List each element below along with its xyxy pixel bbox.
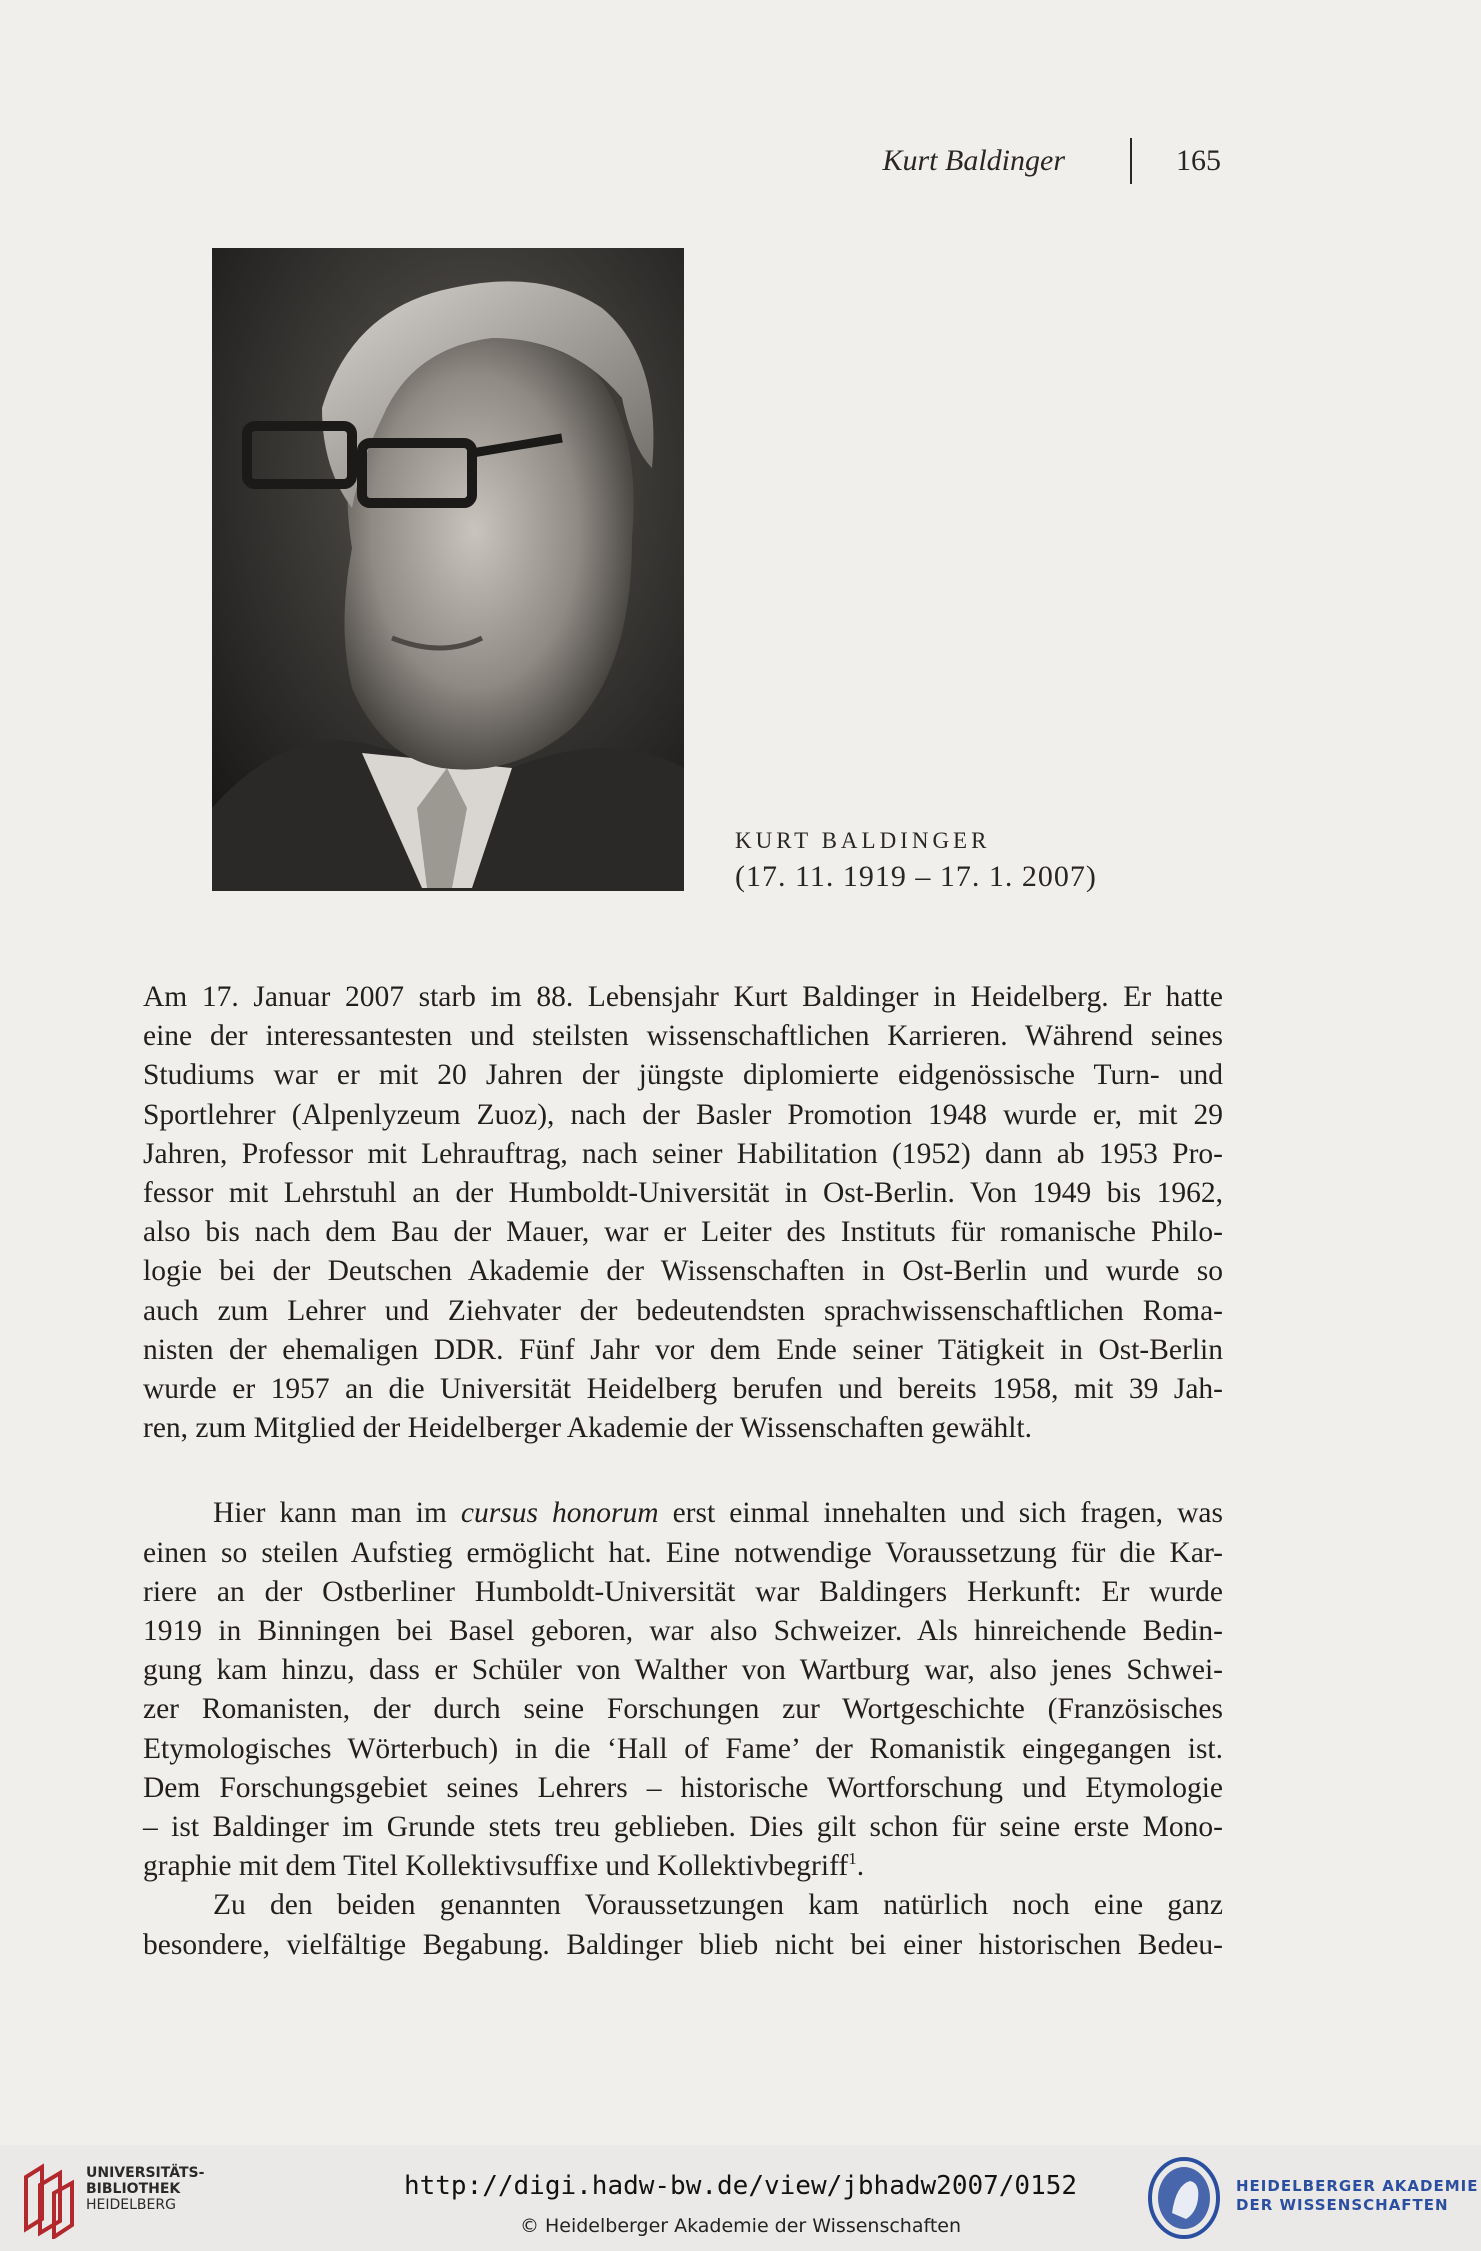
paragraph-gap <box>143 1448 1223 1494</box>
text-run: graphie mit dem Titel Kollektivsuffixe und Kollektivbegriff <box>143 1850 849 1883</box>
text-line: einen so steilen Aufstieg ermöglicht hat. Eine notwendige Voraussetzung für die Kar- <box>143 1536 1223 1569</box>
caption-name: KURT BALDINGER <box>735 828 991 853</box>
text-line: nisten der ehemaligen DDR. Fünf Jahr vor dem Ende seiner Tätigkeit in Ost-Berlin <box>143 1333 1223 1366</box>
library-line: HEIDELBERG <box>86 2197 176 2213</box>
library-line: BIBLIOTHEK <box>86 2181 181 2197</box>
text-line: zer Romanisten, der durch seine Forschungen zur Wortgeschichte (Französisches <box>143 1693 1223 1726</box>
text-run: Hier kann man im <box>213 1497 461 1530</box>
article-body <box>143 978 1223 1965</box>
text-line: besondere, vielfältige Begabung. Baldinger blieb nicht bei einer historischen Bedeu- <box>143 1928 1223 1961</box>
copyright-notice: © Heidelberger Akademie der Wissenschaften <box>519 2215 962 2237</box>
academy-line: DER WISSENSCHAFTEN <box>1236 2196 1449 2214</box>
text-line: eine der interessantesten und steilsten wissenschaftlichen Karrieren. Während seines <box>143 1020 1223 1053</box>
text-line: Etymologisches Wörterbuch) in die ‘Hall of Fame’ der Romanistik eingegangen ist. <box>143 1732 1223 1765</box>
text-line: Am 17. Januar 2007 starb im 88. Lebensjahr Kurt Baldinger in Heidelberg. Er hatte <box>143 981 1223 1013</box>
caption-dates: (17. 11. 1919 – 17. 1. 2007) <box>735 860 1097 893</box>
portrait-illustration <box>212 248 684 891</box>
text-line: Sportlehrer (Alpenlyzeum Zuoz), nach der Basler Promotion 1948 wurde er, mit 29 <box>143 1098 1223 1131</box>
italic-term: cursus honorum <box>460 1497 659 1530</box>
academy-seal-icon <box>1146 2155 1222 2241</box>
text-line: 1919 in Binningen bei Basel geboren, war also Schweizer. Als hinreichende Bedin- <box>143 1615 1223 1648</box>
text-line: Dem Forschungsgebiet seines Lehrers – historische Wortforschung und Etymologie <box>143 1771 1223 1804</box>
page-number: 165 <box>1176 144 1221 177</box>
text-line: ren, zum Mitglied der Heidelberger Akademie der Wissenschaften gewählt. <box>143 1412 1032 1445</box>
text-line: also bis nach dem Bau der Mauer, war er Leiter des Instituts für romanische Philo- <box>143 1216 1223 1249</box>
source-url-link[interactable]: http://digi.hadw-bw.de/view/jbhadw2007/0152 <box>403 2171 1078 2201</box>
text-line: – ist Baldinger im Grunde stets treu geblieben. Dies gilt schon für seine erste Mono- <box>143 1811 1223 1844</box>
text-line: riere an der Ostberliner Humboldt-Universität war Baldingers Herkunft: Er wurde <box>143 1575 1223 1608</box>
running-head-author: Kurt Baldinger <box>882 144 1065 177</box>
text-line: Zu den beiden genannten Voraussetzungen kam natürlich noch eine ganz <box>213 1889 1223 1922</box>
text-line: auch zum Lehrer und Ziehvater der bedeutendsten sprachwissenschaftlichen Roma- <box>143 1294 1223 1327</box>
viewer-footer <box>0 2145 1481 2251</box>
academy-line: HEIDELBERGER AKADEMIE <box>1236 2177 1479 2195</box>
library-line: UNIVERSITÄTS- <box>86 2165 205 2181</box>
text-line: wurde er 1957 an die Universität Heidelberg berufen und bereits 1958, mit 39 Jah- <box>143 1373 1223 1406</box>
text-line: Studiums war er mit 20 Jahren der jüngste diplomierte eidgenössische Turn- und <box>143 1059 1223 1092</box>
text-line: gung kam hinzu, dass er Schüler von Walther von Wartburg war, also jenes Schwei- <box>143 1654 1223 1687</box>
text-line <box>143 1847 1223 1886</box>
academy-label <box>1236 2177 1479 2215</box>
text-run: . <box>856 1850 865 1883</box>
text-line <box>143 1494 1223 1533</box>
footnote-marker[interactable]: 1 <box>848 1849 857 1869</box>
photo-caption <box>735 828 1155 894</box>
running-head-divider <box>1130 138 1132 184</box>
text-line: fessor mit Lehrstuhl an der Humboldt-Universität in Ost-Berlin. Von 1949 bis 1962, <box>143 1177 1223 1210</box>
text-line: logie bei der Deutschen Akademie der Wissenschaften in Ost-Berlin und wurde so <box>143 1255 1223 1288</box>
text-line: Jahren, Professor mit Lehrauftrag, nach seiner Habilitation (1952) dann ab 1953 Pro- <box>143 1137 1223 1170</box>
portrait-photo <box>212 248 684 891</box>
running-head <box>880 138 1225 188</box>
text-run: erst einmal innehalten und sich fragen, was <box>658 1497 1223 1530</box>
